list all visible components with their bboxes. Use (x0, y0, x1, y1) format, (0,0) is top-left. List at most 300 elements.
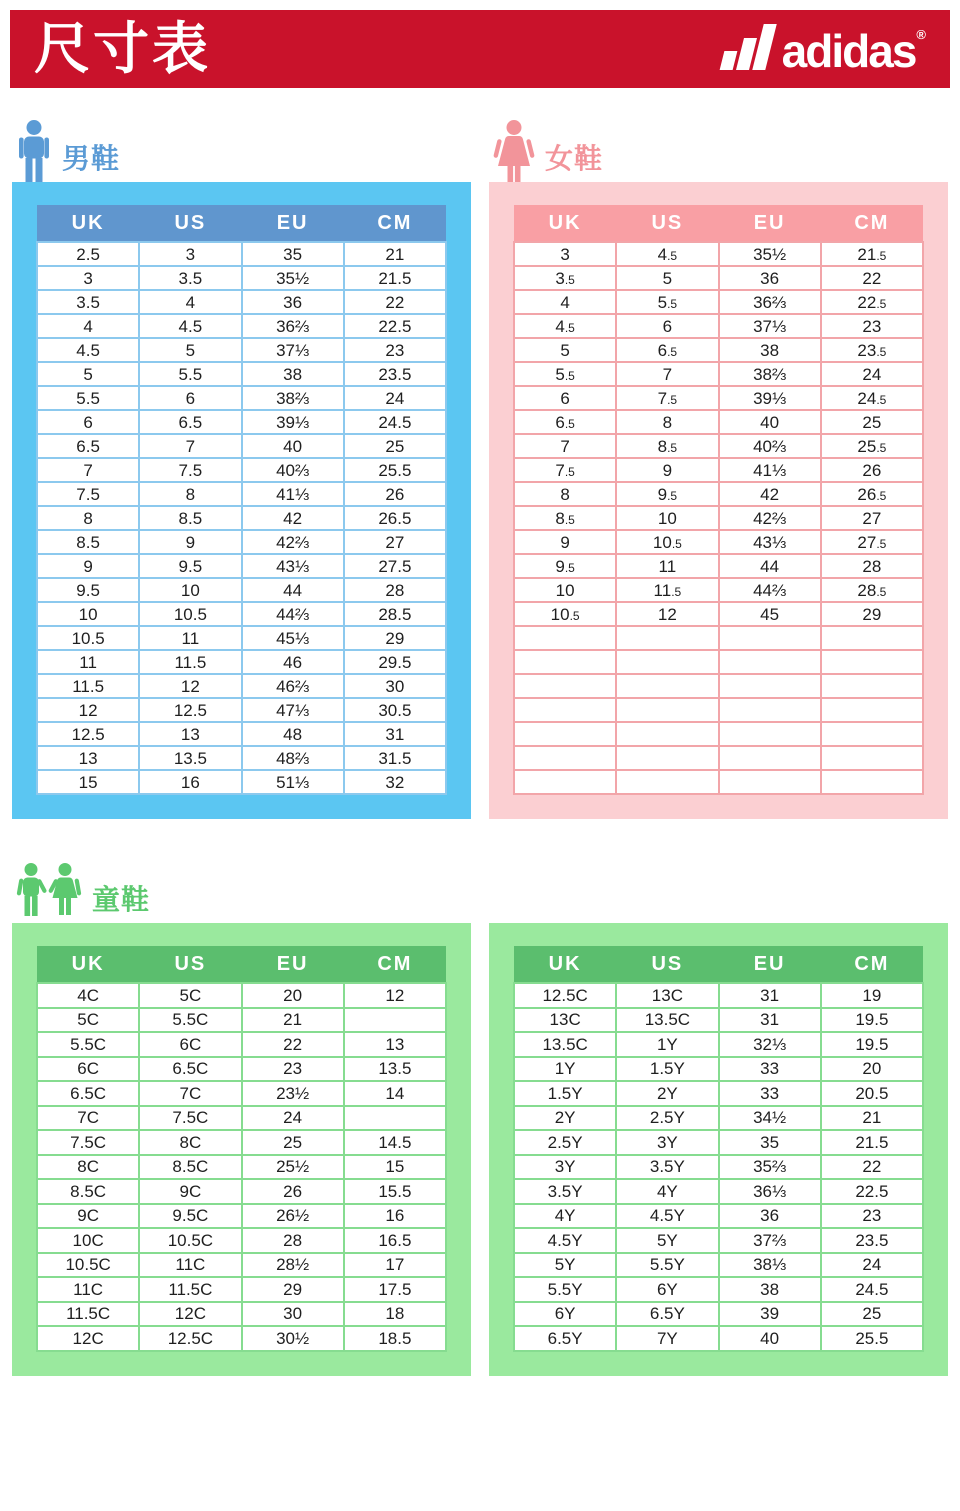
table-cell: 13.5 (139, 746, 241, 770)
table-cell (719, 626, 821, 650)
table-row (514, 1155, 923, 1180)
table-cell: 8 (37, 506, 139, 530)
table-cell: 12 (344, 983, 446, 1008)
table-cell: 25.5 (344, 458, 446, 482)
table-cell: 36⅔ (242, 314, 344, 338)
table-cell: 15.5 (344, 1179, 446, 1204)
table-cell: 28½ (242, 1253, 344, 1278)
table-cell: 5C (139, 983, 241, 1008)
table-cell: 18 (344, 1302, 446, 1327)
table-cell: 10 (616, 506, 718, 530)
table-cell: 3.5 (139, 266, 241, 290)
col-uk: UK (514, 946, 616, 983)
table-cell: 16 (344, 1204, 446, 1229)
table-cell: 8.5 (139, 506, 241, 530)
table-cell: 32⅓ (719, 1032, 821, 1057)
table-cell (514, 746, 616, 770)
col-us: US (616, 946, 718, 983)
table-cell: 27.5 (821, 530, 923, 554)
adidas-stripes-icon (722, 23, 773, 70)
table-cell: 26 (242, 1179, 344, 1204)
table-cell: 10 (37, 602, 139, 626)
table-cell: 44⅔ (242, 602, 344, 626)
table-cell: 13 (344, 1032, 446, 1057)
table-cell: 1.5Y (616, 1057, 718, 1082)
table-cell: 23½ (242, 1081, 344, 1106)
table-row (37, 1277, 446, 1302)
table-cell: 30.5 (344, 698, 446, 722)
table-cell: 8.5 (514, 506, 616, 530)
men-table-header (37, 205, 446, 242)
table-cell: 4 (139, 290, 241, 314)
table-cell: 4 (514, 290, 616, 314)
col-uk: UK (37, 205, 139, 242)
table-cell: 7.5C (37, 1130, 139, 1155)
table-cell: 36⅓ (719, 1179, 821, 1204)
table-cell: 35 (242, 242, 344, 266)
table-cell: 12.5 (37, 722, 139, 746)
table-cell: 7.5C (139, 1106, 241, 1131)
table-cell: 12.5C (139, 1326, 241, 1351)
table-cell: 8 (514, 482, 616, 506)
table-row (37, 530, 446, 554)
table-cell (514, 698, 616, 722)
table-row (514, 1228, 923, 1253)
table-cell: 19 (821, 983, 923, 1008)
table-cell: 35½ (719, 242, 821, 266)
table-cell: 7.5 (514, 458, 616, 482)
table-cell (514, 674, 616, 698)
table-cell: 1.5Y (514, 1081, 616, 1106)
table-cell: 31 (344, 722, 446, 746)
table-cell: 38⅔ (242, 386, 344, 410)
kids-right-panel (489, 923, 948, 1376)
table-row (37, 1228, 446, 1253)
table-cell: 2.5Y (514, 1130, 616, 1155)
col-eu: EU (242, 205, 344, 242)
table-cell: 30 (344, 674, 446, 698)
table-cell: 6.5 (514, 410, 616, 434)
women-label (489, 98, 948, 182)
table-cell: 12C (37, 1326, 139, 1351)
kids-right-table-header (514, 946, 923, 983)
table-cell: 10.5C (139, 1228, 241, 1253)
table-cell: 5Y (514, 1253, 616, 1278)
table-cell: 22 (821, 266, 923, 290)
table-cell: 19.5 (821, 1032, 923, 1057)
table-row (514, 242, 923, 266)
table-cell: 19.5 (821, 1008, 923, 1033)
table-cell: 9 (139, 530, 241, 554)
table-cell: 21.5 (821, 1130, 923, 1155)
table-cell: 4 (37, 314, 139, 338)
table-cell: 28 (821, 554, 923, 578)
table-cell: 11C (37, 1277, 139, 1302)
table-cell (719, 770, 821, 794)
table-cell: 4.5 (514, 314, 616, 338)
table-cell: 45 (719, 602, 821, 626)
table-cell: 8C (139, 1130, 241, 1155)
table-cell: 5 (616, 266, 718, 290)
table-cell: 10.5 (616, 530, 718, 554)
table-row (514, 506, 923, 530)
header-row (37, 205, 446, 242)
table-cell: 3.5Y (514, 1179, 616, 1204)
table-row (37, 602, 446, 626)
col-eu: EU (719, 946, 821, 983)
table-row (514, 1130, 923, 1155)
table-cell (344, 1008, 446, 1033)
table-cell: 5.5 (139, 362, 241, 386)
table-cell: 4.5 (139, 314, 241, 338)
table-cell: 5.5 (616, 290, 718, 314)
table-cell: 24 (242, 1106, 344, 1131)
table-cell: 5.5C (139, 1008, 241, 1033)
table-cell: 45⅓ (242, 626, 344, 650)
table-cell: 13 (139, 722, 241, 746)
kids-label (12, 861, 948, 923)
table-cell: 47⅓ (242, 698, 344, 722)
table-cell: 2Y (616, 1081, 718, 1106)
table-cell: 2Y (514, 1106, 616, 1131)
table-row (514, 1008, 923, 1033)
header-row (514, 946, 923, 983)
table-cell: 12 (37, 698, 139, 722)
table-cell: 6Y (616, 1277, 718, 1302)
table-row (514, 578, 923, 602)
header-row (514, 205, 923, 242)
men-panel (12, 182, 471, 819)
col-uk: UK (37, 946, 139, 983)
table-cell: 6C (139, 1032, 241, 1057)
table-row (514, 1179, 923, 1204)
table-cell: 51⅓ (242, 770, 344, 794)
table-row (514, 626, 923, 650)
table-row (514, 983, 923, 1008)
table-cell (821, 746, 923, 770)
table-cell: 8 (616, 410, 718, 434)
table-cell: 25½ (242, 1155, 344, 1180)
table-cell: 5.5Y (616, 1253, 718, 1278)
table-cell: 23 (242, 1057, 344, 1082)
table-cell: 10 (514, 578, 616, 602)
table-row (37, 1106, 446, 1131)
table-cell: 46 (242, 650, 344, 674)
table-cell: 7 (616, 362, 718, 386)
table-cell (616, 698, 718, 722)
table-cell: 11.5C (139, 1277, 241, 1302)
table-cell: 6.5 (37, 434, 139, 458)
table-row (514, 1081, 923, 1106)
table-cell: 7Y (616, 1326, 718, 1351)
table-cell: 24.5 (821, 1277, 923, 1302)
table-cell: 41⅓ (719, 458, 821, 482)
table-cell: 5.5Y (514, 1277, 616, 1302)
table-cell: 13.5C (514, 1032, 616, 1057)
table-cell: 11.5 (616, 578, 718, 602)
table-row (514, 1106, 923, 1131)
table-cell: 9 (37, 554, 139, 578)
table-row (514, 458, 923, 482)
table-cell (821, 770, 923, 794)
table-cell: 6.5C (37, 1081, 139, 1106)
table-cell (719, 674, 821, 698)
table-cell (616, 674, 718, 698)
table-cell: 27 (344, 530, 446, 554)
table-cell (514, 626, 616, 650)
table-cell: 42 (242, 506, 344, 530)
table-cell: 39 (719, 1302, 821, 1327)
table-cell: 11.5 (37, 674, 139, 698)
table-cell: 3 (37, 266, 139, 290)
table-row (37, 983, 446, 1008)
table-cell: 30 (242, 1302, 344, 1327)
banner (10, 10, 950, 88)
adult-sections-row (12, 98, 948, 819)
table-cell: 38⅔ (719, 362, 821, 386)
table-cell: 22.5 (344, 314, 446, 338)
men-section (12, 98, 471, 819)
table-cell: 5 (139, 338, 241, 362)
table-cell: 7.5 (37, 482, 139, 506)
table-row (514, 1057, 923, 1082)
table-row (37, 698, 446, 722)
table-cell: 15 (344, 1155, 446, 1180)
page-title: 尺寸表 (34, 17, 211, 80)
table-cell: 26.5 (344, 506, 446, 530)
table-cell: 3.5 (514, 266, 616, 290)
male-icon (15, 120, 53, 182)
table-row (37, 290, 446, 314)
table-row (514, 1277, 923, 1302)
table-cell: 18.5 (344, 1326, 446, 1351)
table-cell: 40 (242, 434, 344, 458)
table-cell: 6.5Y (514, 1326, 616, 1351)
table-cell (344, 1106, 446, 1131)
table-row (514, 338, 923, 362)
table-cell: 39⅓ (719, 386, 821, 410)
table-cell (719, 698, 821, 722)
table-cell: 13.5 (344, 1057, 446, 1082)
table-cell: 7C (139, 1081, 241, 1106)
table-cell: 27 (821, 506, 923, 530)
table-row (514, 266, 923, 290)
table-row (37, 770, 446, 794)
table-cell: 13.5C (616, 1008, 718, 1033)
table-row (514, 1253, 923, 1278)
table-cell: 24 (821, 1253, 923, 1278)
women-panel (489, 182, 948, 819)
men-table-body (37, 242, 446, 794)
col-us: US (139, 946, 241, 983)
table-cell (616, 626, 718, 650)
table-cell: 30½ (242, 1326, 344, 1351)
table-cell: 26½ (242, 1204, 344, 1229)
table-row (37, 1179, 446, 1204)
table-cell: 40 (719, 410, 821, 434)
table-row (37, 338, 446, 362)
table-cell: 43⅓ (242, 554, 344, 578)
table-row (37, 1326, 446, 1351)
table-cell (719, 650, 821, 674)
table-cell: 8.5 (616, 434, 718, 458)
table-cell: 9.5 (139, 554, 241, 578)
table-cell: 9.5C (139, 1204, 241, 1229)
table-cell: 25.5 (821, 1326, 923, 1351)
table-cell: 40 (719, 1326, 821, 1351)
table-cell: 25 (242, 1130, 344, 1155)
kids-left-table-header (37, 946, 446, 983)
table-cell (821, 626, 923, 650)
table-row (37, 554, 446, 578)
table-cell (514, 722, 616, 746)
table-cell: 10.5C (37, 1253, 139, 1278)
col-cm: CM (821, 946, 923, 983)
table-cell: 28.5 (344, 602, 446, 626)
table-cell: 11.5C (37, 1302, 139, 1327)
table-cell: 2.5 (37, 242, 139, 266)
table-row (37, 266, 446, 290)
table-cell: 20 (242, 983, 344, 1008)
table-cell: 8.5C (139, 1155, 241, 1180)
table-cell: 23.5 (344, 362, 446, 386)
table-cell: 6.5 (616, 338, 718, 362)
table-cell: 3Y (616, 1130, 718, 1155)
table-cell: 22 (344, 290, 446, 314)
table-row (37, 746, 446, 770)
table-cell: 11.5 (139, 650, 241, 674)
table-cell (616, 722, 718, 746)
table-cell: 5C (37, 1008, 139, 1033)
table-cell: 41⅓ (242, 482, 344, 506)
table-cell (821, 722, 923, 746)
table-cell: 10C (37, 1228, 139, 1253)
table-cell: 44⅔ (719, 578, 821, 602)
table-cell: 6.5 (139, 410, 241, 434)
table-row (514, 434, 923, 458)
table-row (37, 506, 446, 530)
table-cell: 5.5C (37, 1032, 139, 1057)
table-cell: 12C (139, 1302, 241, 1327)
table-cell: 14 (344, 1081, 446, 1106)
table-cell: 4Y (514, 1204, 616, 1229)
table-cell: 6 (616, 314, 718, 338)
kids-icon (15, 863, 83, 923)
table-row (514, 482, 923, 506)
table-row (37, 1057, 446, 1082)
content (0, 98, 960, 1396)
men-label (12, 98, 471, 182)
table-cell: 2.5Y (616, 1106, 718, 1131)
table-row (37, 650, 446, 674)
table-cell: 12 (139, 674, 241, 698)
table-cell: 10 (139, 578, 241, 602)
table-cell: 26 (344, 482, 446, 506)
col-uk: UK (514, 205, 616, 242)
table-cell: 29 (821, 602, 923, 626)
table-cell: 36 (719, 1204, 821, 1229)
table-cell: 38 (719, 338, 821, 362)
kids-sections-row (12, 923, 948, 1376)
table-row (514, 722, 923, 746)
table-cell: 40⅔ (719, 434, 821, 458)
kids-label-text: 童鞋 (92, 884, 151, 915)
adidas-logo (722, 23, 926, 76)
table-cell: 23.5 (821, 338, 923, 362)
table-cell: 1Y (514, 1057, 616, 1082)
table-cell (719, 746, 821, 770)
table-cell: 31 (719, 983, 821, 1008)
table-cell: 25 (821, 410, 923, 434)
table-cell: 37⅔ (719, 1228, 821, 1253)
table-cell: 9 (616, 458, 718, 482)
table-cell: 6 (514, 386, 616, 410)
table-cell: 9C (139, 1179, 241, 1204)
table-cell: 22.5 (821, 1179, 923, 1204)
table-row (514, 362, 923, 386)
col-cm: CM (344, 946, 446, 983)
table-cell: 9.5 (514, 554, 616, 578)
table-cell: 29.5 (344, 650, 446, 674)
table-cell: 12.5C (514, 983, 616, 1008)
table-cell: 15 (37, 770, 139, 794)
table-cell: 28 (344, 578, 446, 602)
table-cell: 10.5 (139, 602, 241, 626)
table-row (37, 1204, 446, 1229)
table-row (514, 602, 923, 626)
table-cell (616, 746, 718, 770)
table-row (37, 410, 446, 434)
table-cell: 44 (719, 554, 821, 578)
table-cell: 29 (242, 1277, 344, 1302)
table-cell (514, 770, 616, 794)
women-label-text: 女鞋 (545, 143, 604, 174)
table-cell: 25 (344, 434, 446, 458)
table-cell: 8C (37, 1155, 139, 1180)
table-cell: 7 (514, 434, 616, 458)
table-cell: 35½ (242, 266, 344, 290)
table-cell: 5 (37, 362, 139, 386)
col-us: US (139, 205, 241, 242)
table-cell: 21 (821, 1106, 923, 1131)
table-cell: 29 (344, 626, 446, 650)
table-cell: 16.5 (344, 1228, 446, 1253)
table-row (37, 434, 446, 458)
table-row (514, 1302, 923, 1327)
table-cell: 12 (616, 602, 718, 626)
table-cell: 11 (616, 554, 718, 578)
table-cell (616, 650, 718, 674)
table-cell: 31 (719, 1008, 821, 1033)
table-cell: 23 (344, 338, 446, 362)
table-cell: 6.5Y (616, 1302, 718, 1327)
table-cell: 22 (821, 1155, 923, 1180)
table-cell: 35⅔ (719, 1155, 821, 1180)
table-cell: 31.5 (344, 746, 446, 770)
brand-wordmark (781, 24, 926, 77)
table-cell: 7.5 (616, 386, 718, 410)
table-cell (616, 770, 718, 794)
table-cell: 25 (821, 1302, 923, 1327)
table-row (514, 746, 923, 770)
table-row (37, 1130, 446, 1155)
table-cell: 4.5 (37, 338, 139, 362)
table-cell: 7C (37, 1106, 139, 1131)
women-section (489, 98, 948, 819)
table-cell: 46⅔ (242, 674, 344, 698)
table-cell (514, 650, 616, 674)
table-cell: 8.5C (37, 1179, 139, 1204)
